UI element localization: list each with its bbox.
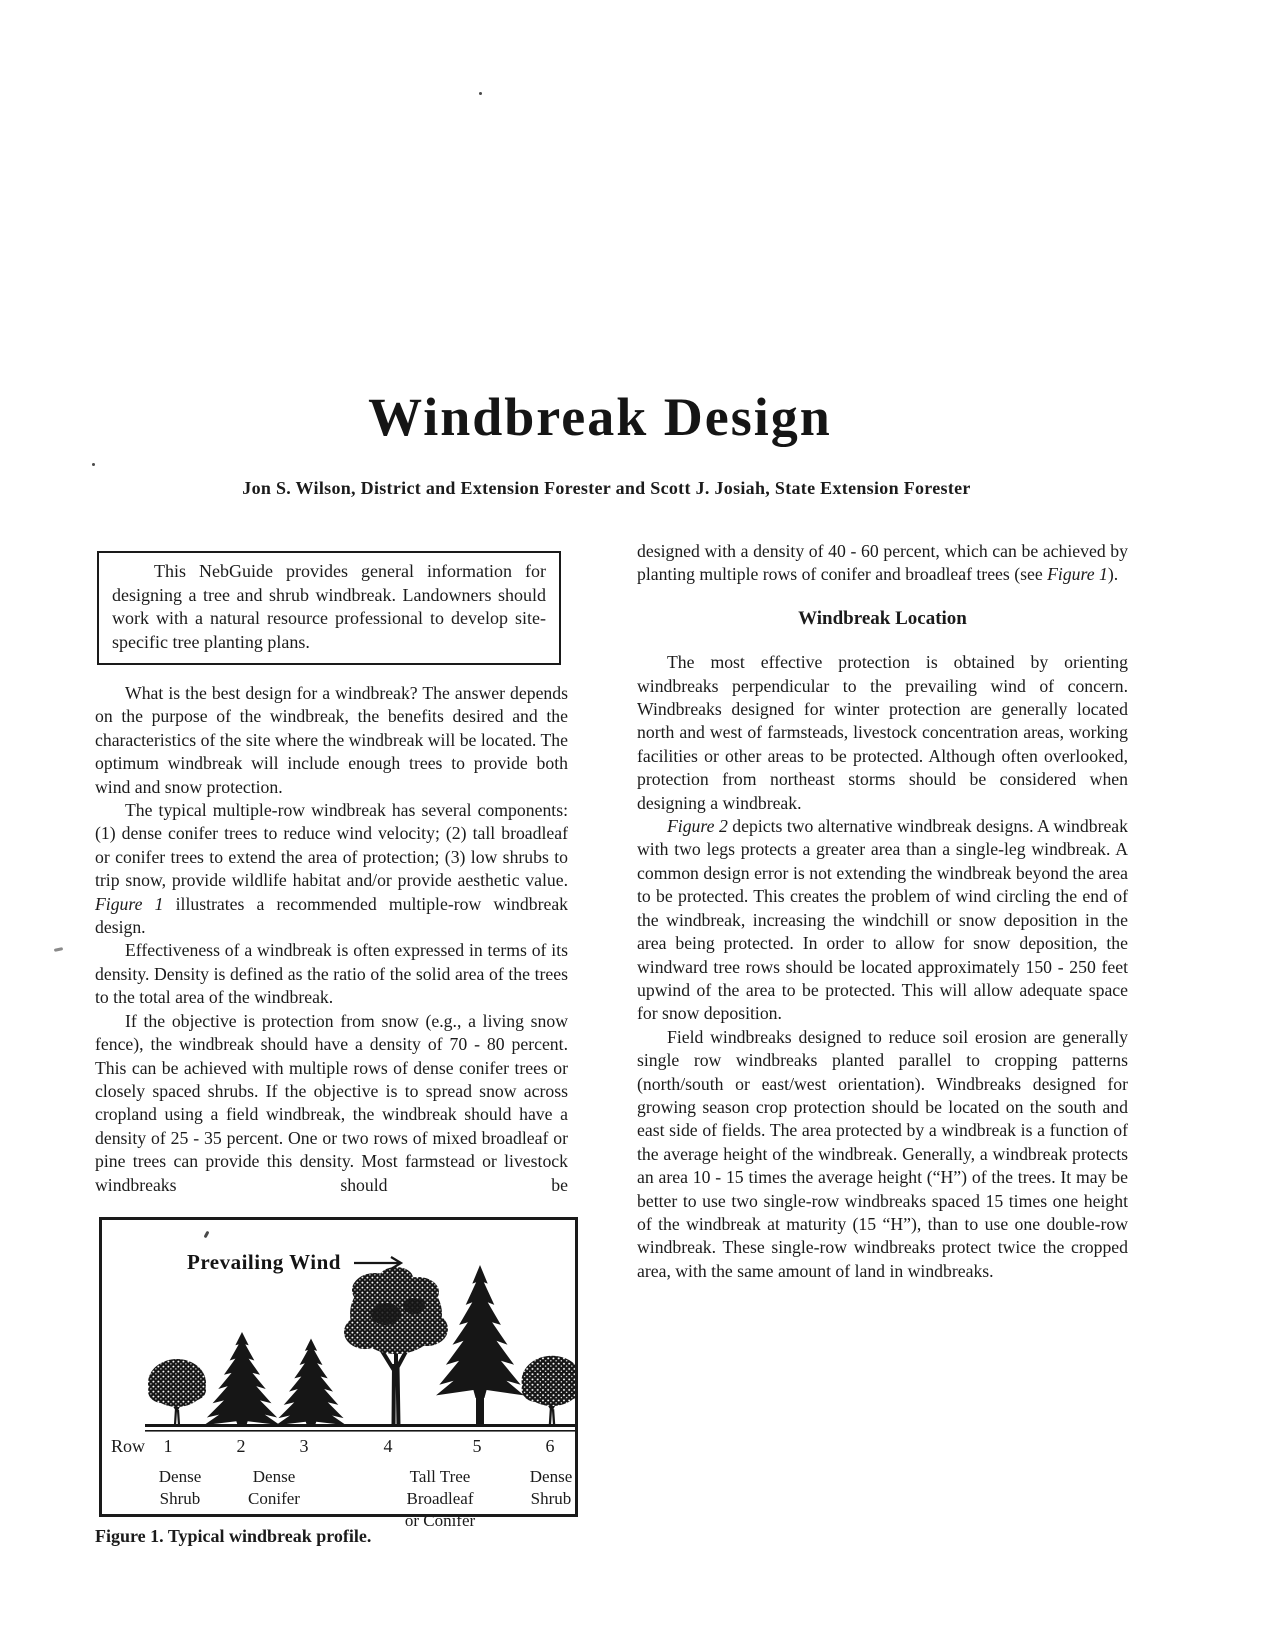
right-arrow-icon: [353, 1255, 407, 1271]
paragraph: Effectiveness of a windbreak is often expressed in terms of its density. Density is defined as the ratio of the solid area of the trees to the total area of the windbreak.: [95, 940, 568, 1008]
section-heading-windbreak-location: Windbreak Location: [798, 607, 967, 629]
label-dense-conifer: Dense Conifer: [248, 1467, 300, 1508]
paragraph: The most effective protection is obtained by orienting windbreaks perpendicular to the prevailing wind of concern. Windbreaks designed for winter protection are generally located north and west of farmsteads, livestock concentration areas, working facilities or other areas to be protected. Although often overlooked, protection from northeast storms should be considered when designing a windbreak.: [637, 652, 1128, 813]
tall-conifer-tree-icon: [436, 1265, 524, 1426]
paragraph-text: illustrates a recommended multiple-row windbreak design.: [95, 893, 569, 938]
page-title: Windbreak Design: [368, 387, 832, 447]
tall-broadleaf-tree-icon: [344, 1267, 448, 1426]
prevailing-wind-label: [187, 1250, 407, 1275]
dense-shrub-tree-icon: [148, 1359, 206, 1425]
byline: Jon S. Wilson, District and Extension Forester and Scott J. Josiah, State Extension Forester: [242, 478, 971, 498]
label-dense-shrub: Dense Shrub: [529, 1467, 573, 1508]
note-box-text: This NebGuide provides general information for designing a tree and shrub windbreak. Landowners should work with a natural resource professional to develop site-specific tree planting plans.: [112, 561, 546, 652]
note-box: [97, 551, 561, 665]
label-dense-shrub: Dense Shrub: [158, 1467, 202, 1508]
scan-speck: [92, 463, 95, 466]
paragraph: [637, 815, 1128, 1026]
figure-reference: Figure 1: [1047, 564, 1108, 585]
scan-speck: [479, 92, 482, 95]
label-tall-tree-broadleaf-or-conifer: Tall Tree Broadleaf or Conifer: [404, 1467, 476, 1530]
row-label: Row: [111, 1436, 146, 1456]
paragraph: [95, 799, 568, 939]
dense-conifer-tree-icon: [276, 1339, 346, 1428]
paragraph-text: ).: [1107, 564, 1119, 585]
paragraph: What is the best design for a windbreak? The answer depends on the purpose of the windbreak, the benefits desired and the characteristics of the site where the windbreak will be located. The optimum windbreak will include enough trees to provide both wind and snow protection.: [95, 683, 568, 797]
dense-conifer-tree-icon: [204, 1332, 280, 1427]
figure-1: [99, 1217, 578, 1530]
figure-1-caption: Figure 1. Typical windbreak profile.: [95, 1526, 372, 1546]
figure-reference: Figure 2: [667, 816, 728, 837]
row-number: 4: [383, 1436, 393, 1456]
left-column: [95, 682, 568, 1197]
prevailing-wind-text: Prevailing Wind: [187, 1250, 341, 1274]
right-column: [637, 540, 1128, 1283]
row-number: 3: [299, 1436, 309, 1456]
paragraph: If the objective is protection from snow (e.g., a living snow fence), the windbreak should have a density of 70 - 80 percent. This can be achieved with multiple rows of dense conifer trees or closely spaced shrubs. If the objective is to spread snow across cropland using a field windbreak, the windbreak should have a density of 25 - 35 percent. One or two rows of mixed broadleaf or pine trees can provide this density. Most farmstead or livestock windbreaks should be: [95, 1010, 568, 1195]
row-number: 2: [236, 1436, 246, 1456]
paragraph: [637, 540, 1128, 587]
row-number: 5: [472, 1436, 482, 1456]
paragraph-text: designed with a density of 40 - 60 percent, which can be achieved by planting multiple rows of conifer and broadleaf trees (see: [637, 541, 1128, 585]
figure-reference: Figure 1: [95, 893, 164, 914]
paragraph: Field windbreaks designed to reduce soil erosion are generally single row windbreaks planted parallel to cropping patterns (north/south or east/west orientation). Windbreaks designed for growing season crop protection should be located on the south and east side of fields. The area protected by a windbreak is a function of the average height of the windbreak. Generally, a windbreak protects an area 10 - 15 times the average height (“H”) of the trees. It may be better to use two single-row windbreaks spaced 15 times one height of the windbreak at maturity (15 “H”), than to use one double-row windbreak. These single-row windbreaks protect twice the cropped area, with the same amount of land in windbreaks.: [637, 1026, 1128, 1281]
paragraph-text: depicts two alternative windbreak designs. A windbreak with two legs protects a greater area than a single-leg windbreak. A common design error is not extending the windbreak beyond the area to be protected. This creates the problem of wind circling the end of the windbreak, increasing the windchill or snow deposition in the area being protected. In order to allow for snow deposition, the windward tree rows should be located approximately 150 - 250 feet upwind of the area to be protected. This will allow adequate space for snow deposition.: [637, 816, 1129, 1024]
ground-line: [145, 1424, 575, 1432]
row-number: 1: [163, 1436, 173, 1456]
dense-shrub-tree-icon: [522, 1356, 575, 1425]
row-number: 6: [545, 1436, 555, 1456]
paragraph-text: The typical multiple-row windbreak has several components: (1) dense conifer trees to reduce wind velocity; (2) tall broadleaf or conifer trees to extend the area of protection; (3) low shrubs to trip snow, provide wildlife habitat and/or provide aesthetic value.: [95, 800, 568, 891]
scan-speck: [54, 947, 63, 952]
